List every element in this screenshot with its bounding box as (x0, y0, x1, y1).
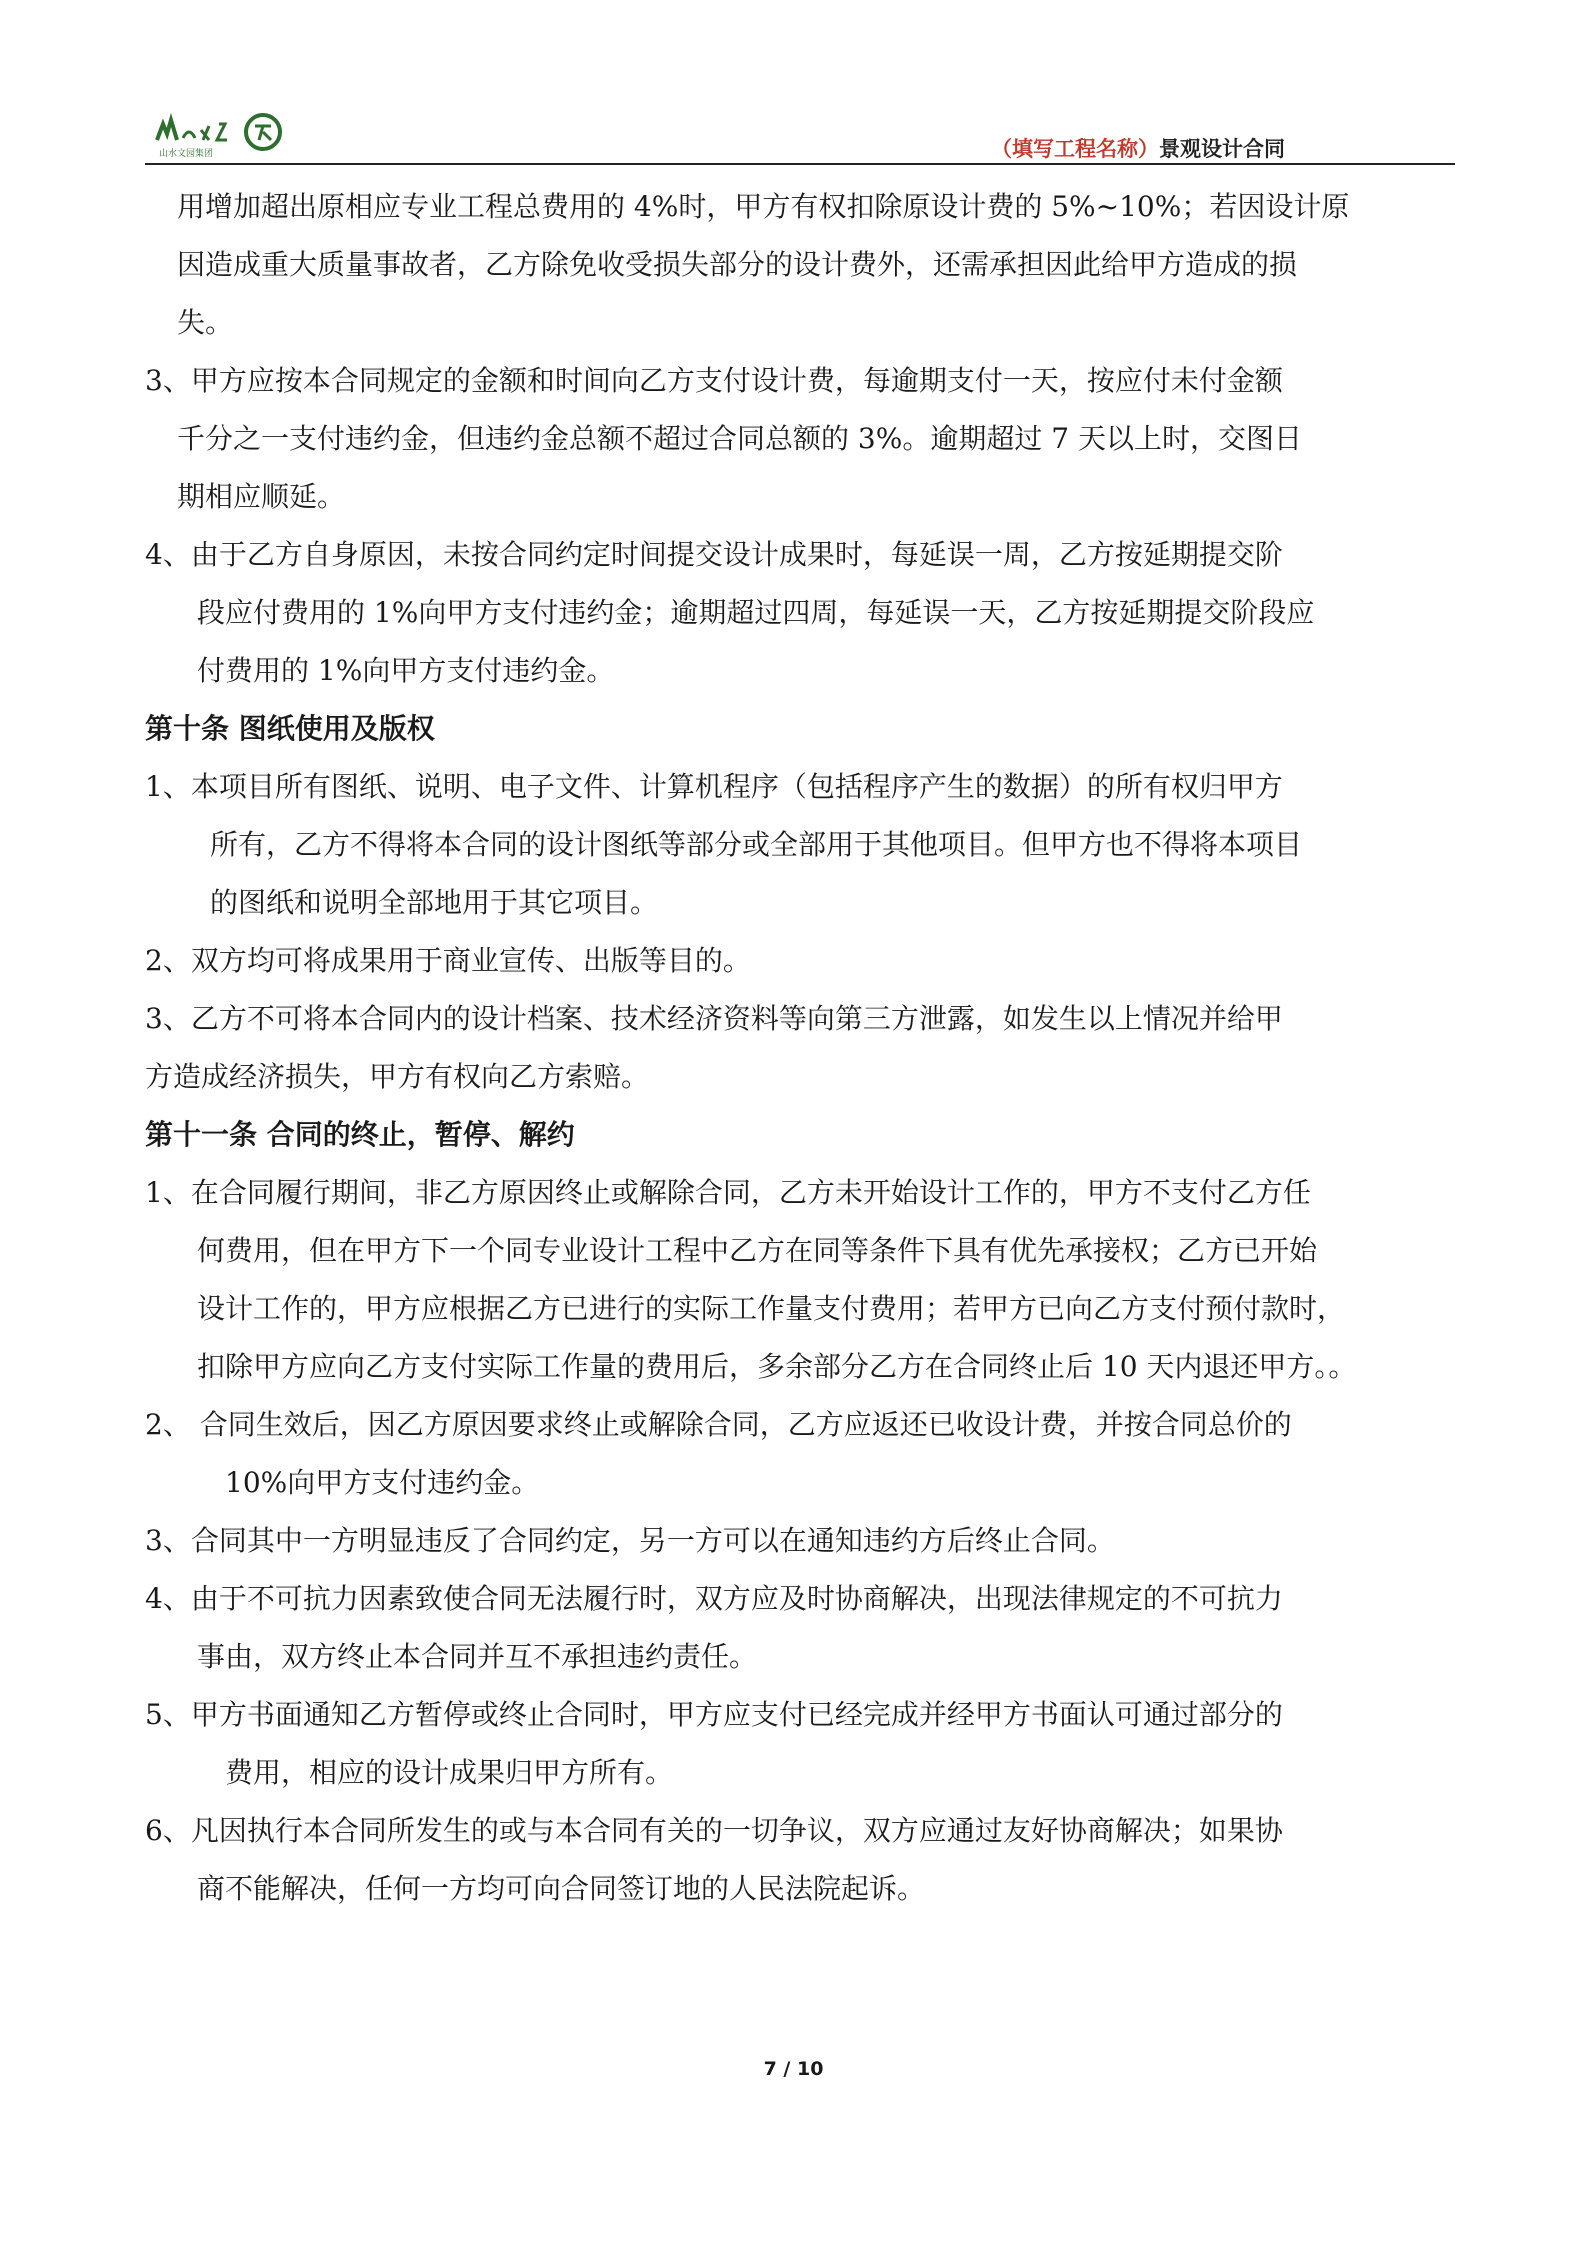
text-line: 设计工作的，甲方应根据乙方已进行的实际工作量支付费用；若甲方已向乙方支付预付款时， (197, 1292, 1346, 1325)
contract-body (145, 178, 1455, 1918)
page-number: 7 / 10 (763, 2058, 824, 2080)
logo-caption: 山水文园集团 (159, 149, 214, 159)
document-title (991, 133, 1285, 163)
text-line: 失。 (177, 306, 234, 339)
text-line: 2、 合同生效后，因乙方原因要求终止或解除合同，乙方应返还已收设计费，并按合同总价的 (145, 1408, 1292, 1441)
text-line: 4、由于不可抗力因素致使合同无法履行时，双方应及时协商解决，出现法律规定的不可抗力 (145, 1582, 1283, 1615)
text-line: 4、由于乙方自身原因，未按合同约定时间提交设计成果时，每延误一周，乙方按延期提交阶 (145, 538, 1283, 571)
text-line: 费用，相应的设计成果归甲方所有。 (225, 1756, 674, 1789)
text-line: 的图纸和说明全部地用于其它项目。 (210, 886, 659, 919)
text-line: 千分之一支付违约金，但违约金总额不超过合同总额的 3%。逾期超过 7 天以上时，交图日 (177, 422, 1302, 455)
header-divider (145, 163, 1455, 165)
text-line: 1、在合同履行期间，非乙方原因终止或解除合同，乙方未开始设计工作的，甲方不支付乙方任 (145, 1176, 1311, 1209)
section-heading: 第十一条 合同的终止，暂停、解约 (145, 1118, 575, 1151)
text-line: 段应付费用的 1%向甲方支付违约金；逾期超过四周，每延误一天，乙方按延期提交阶段应 (197, 596, 1315, 629)
text-line: 所有，乙方不得将本合同的设计图纸等部分或全部用于其他项目。但甲方也不得将本项目 (210, 828, 1303, 861)
company-logo (153, 110, 298, 162)
text-line: 商不能解决，任何一方均可向合同签订地的人民法院起诉。 (197, 1872, 926, 1905)
title-suffix: 景观设计合同 (1159, 137, 1285, 161)
project-name-placeholder: （填写工程名称） (991, 137, 1159, 161)
text-line: 用增加超出原相应专业工程总费用的 4%时，甲方有权扣除原设计费的 5%~10%；若因设计原 (177, 190, 1350, 223)
text-line: 3、合同其中一方明显违反了合同约定，另一方可以在通知违约方后终止合同。 (145, 1524, 1115, 1557)
text-line: 1、本项目所有图纸、说明、电子文件、计算机程序（包括程序产生的数据）的所有权归甲方 (145, 770, 1283, 803)
text-line: 3、乙方不可将本合同内的设计档案、技术经济资料等向第三方泄露，如发生以上情况并给甲 (145, 1002, 1283, 1035)
text-line: 期相应顺延。 (177, 480, 346, 513)
section-heading: 第十条 图纸使用及版权 (145, 712, 435, 745)
text-line: 何费用，但在甲方下一个同专业设计工程中乙方在同等条件下具有优先承接权；乙方已开始 (197, 1234, 1318, 1267)
text-line: 5、甲方书面通知乙方暂停或终止合同时，甲方应支付已经完成并经甲方书面认可通过部分的 (145, 1698, 1283, 1731)
text-line: 扣除甲方应向乙方支付实际工作量的费用后，多余部分乙方在合同终止后 10 天内退还甲方。。 (197, 1350, 1357, 1383)
text-line: 事由，双方终止本合同并互不承担违约责任。 (197, 1640, 758, 1673)
text-line: 6、凡因执行本合同所发生的或与本合同有关的一切争议，双方应通过友好协商解决；如果协 (145, 1814, 1283, 1847)
page-header (145, 105, 1455, 165)
text-line: 因造成重大质量事故者，乙方除免收受损失部分的设计费外，还需承担因此给甲方造成的损 (177, 248, 1298, 281)
text-line: 付费用的 1%向甲方支付违约金。 (197, 654, 615, 687)
text-line: 方造成经济损失，甲方有权向乙方索赔。 (145, 1060, 650, 1093)
text-line: 3、甲方应按本合同规定的金额和时间向乙方支付设计费，每逾期支付一天，按应付未付金额 (145, 364, 1283, 397)
text-line: 2、双方均可将成果用于商业宣传、出版等目的。 (145, 944, 751, 977)
text-line: 10%向甲方支付违约金。 (225, 1466, 540, 1499)
